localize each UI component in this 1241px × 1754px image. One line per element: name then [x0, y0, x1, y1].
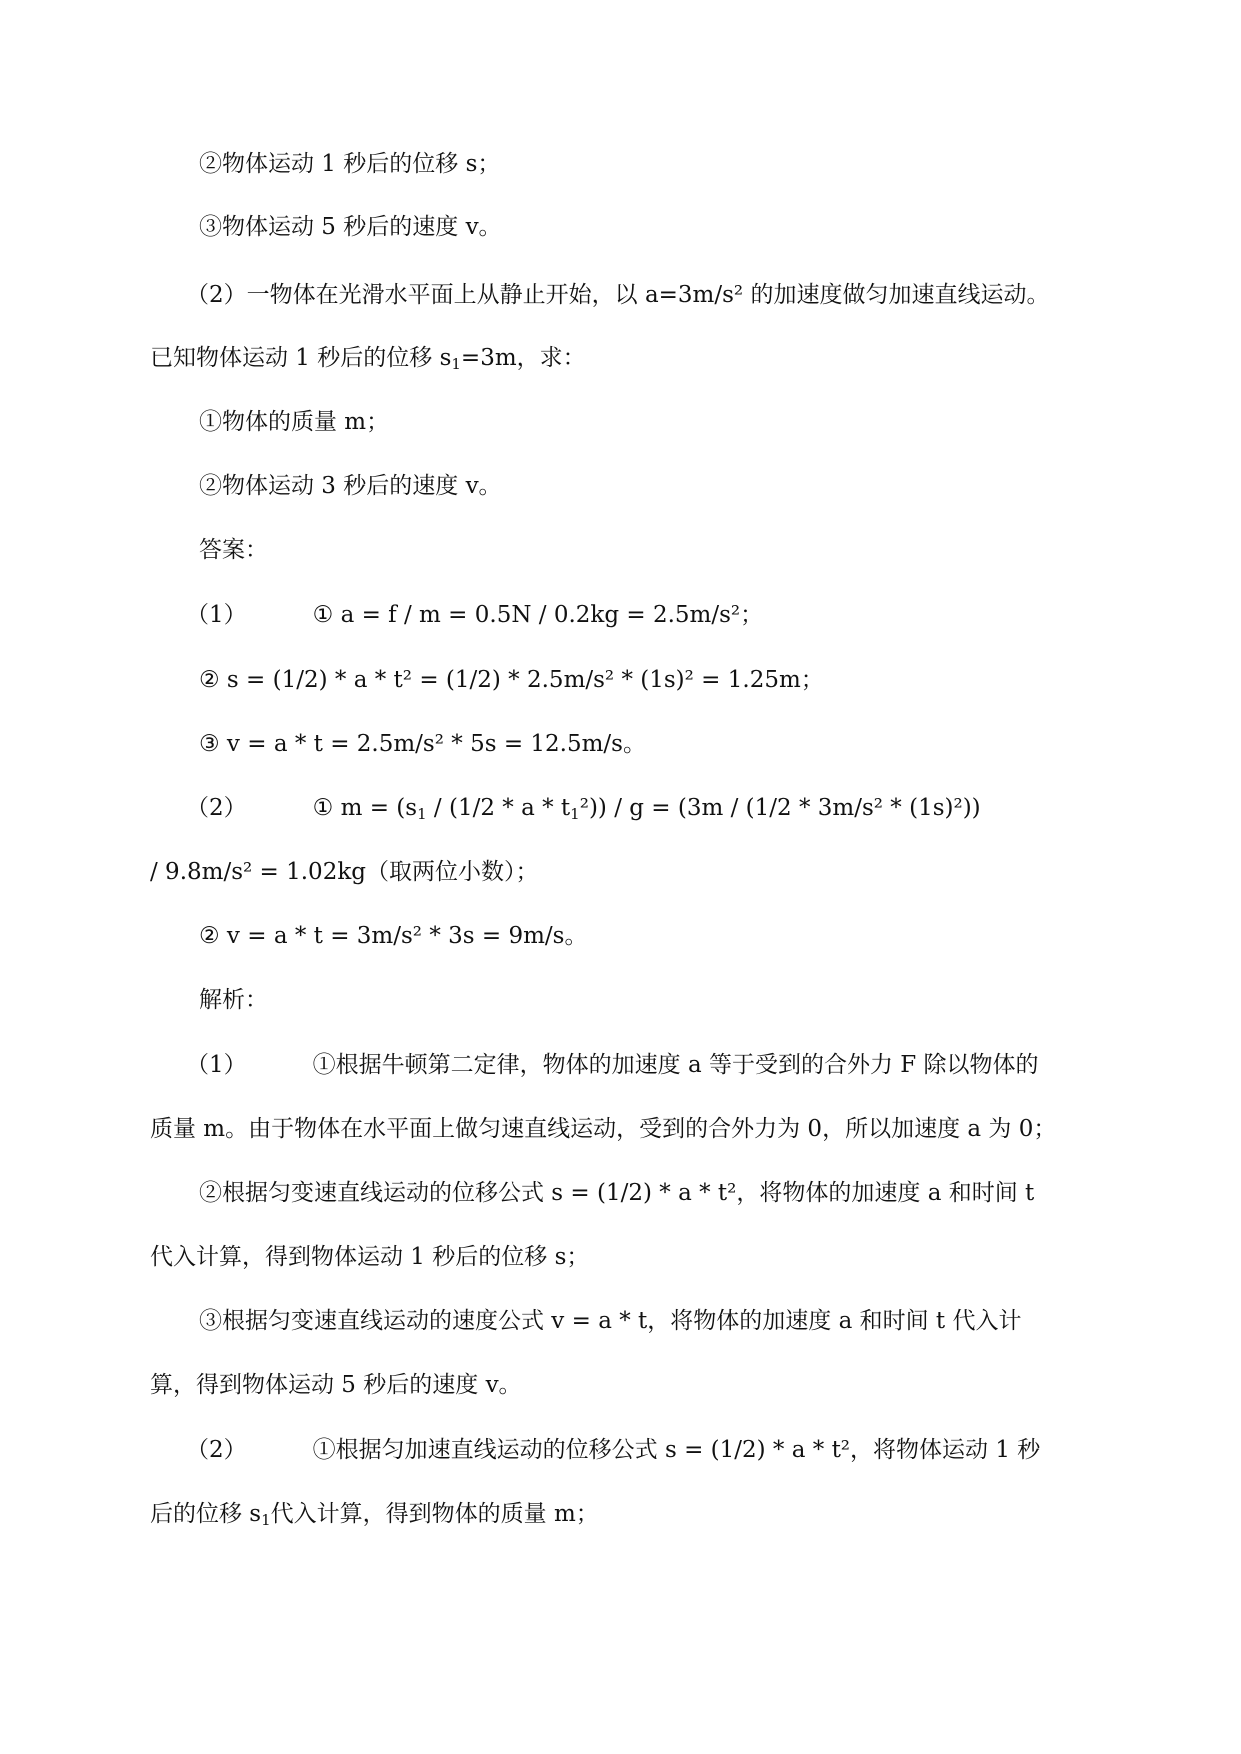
- question-2-part-2: ②物体运动 3 秒后的速度 v。: [199, 473, 502, 499]
- text-segment: 已知物体运动 1 秒后的位移 s: [150, 345, 452, 371]
- subscript: 1: [261, 1511, 271, 1529]
- text-segment: ① a = f / m = 0.5N / 0.2kg = 2.5m/s²；: [312, 602, 764, 628]
- analysis-1-part-3-line-2: 算，得到物体运动 5 秒后的速度 v。: [150, 1372, 522, 1398]
- analysis-2-part-1-line-1: [186, 1435, 1040, 1465]
- text-segment: 代入计算，得到物体的质量 m；: [270, 1501, 599, 1527]
- question-2-stem-line-2: [150, 343, 586, 373]
- subscript: 1: [570, 805, 580, 823]
- analysis-number: （1）: [186, 1052, 247, 1078]
- question-1-part-2: ②物体运动 1 秒后的位移 s；: [199, 151, 501, 177]
- answer-1-part-1: [186, 600, 763, 630]
- answer-1-part-3: ③ v = a * t = 2.5m/s² * 5s = 12.5m/s。: [199, 731, 646, 757]
- answer-number: （1）: [186, 602, 247, 628]
- text-segment: ①根据牛顿第二定律，物体的加速度 a 等于受到的合外力 F 除以物体的: [312, 1052, 1039, 1078]
- text-segment: ① m = (s: [312, 795, 418, 821]
- text-segment: ①根据匀加速直线运动的位移公式 s = (1/2) * a * t²，将物体运动 1 秒: [312, 1437, 1041, 1463]
- analysis-1-part-2-line-1: ②根据匀变速直线运动的位移公式 s = (1/2) * a * t²，将物体的加速度 a 和时间 t: [199, 1180, 1035, 1206]
- analysis-1-part-2-line-2: 代入计算，得到物体运动 1 秒后的位移 s；: [150, 1244, 590, 1270]
- analysis-2-part-1-line-2: [150, 1499, 599, 1529]
- answer-2-part-2: ② v = a * t = 3m/s² * 3s = 9m/s。: [199, 923, 588, 949]
- answer-heading: 答案：: [199, 537, 268, 563]
- answer-2-part-1: [186, 793, 981, 823]
- subscript: 1: [417, 805, 427, 823]
- question-1-part-3: ③物体运动 5 秒后的速度 v。: [199, 214, 502, 240]
- text-segment: 后的位移 s: [150, 1501, 262, 1527]
- analysis-number: （2）: [186, 1437, 247, 1463]
- subscript: 1: [451, 355, 461, 373]
- analysis-1-part-1-line-2: 质量 m。由于物体在水平面上做匀速直线运动，受到的合外力为 0，所以加速度 a 为 0；: [150, 1116, 1057, 1142]
- text-segment: ²)) / g = (3m / (1/2 * 3m/s² * (1s)²)): [579, 795, 981, 821]
- text-segment: / (1/2 * a * t: [426, 795, 571, 821]
- answer-number: （2）: [186, 795, 247, 821]
- answer-1-part-2: ② s = (1/2) * a * t² = (1/2) * 2.5m/s² * (1s)² = 1.25m；: [199, 667, 824, 693]
- question-2-stem-line-1: （2）一物体在光滑水平面上从静止开始，以 a=3m/s² 的加速度做匀加速直线运动。: [186, 282, 1050, 308]
- analysis-heading: 解析：: [199, 987, 268, 1013]
- answer-2-part-1-continued: / 9.8m/s² = 1.02kg（取两位小数）；: [150, 859, 539, 885]
- question-2-part-1: ①物体的质量 m；: [199, 409, 390, 435]
- analysis-1-part-3-line-1: ③根据匀变速直线运动的速度公式 v = a * t，将物体的加速度 a 和时间 t 代入计: [199, 1308, 1022, 1334]
- text-segment: =3m，求：: [460, 345, 586, 371]
- analysis-1-part-1-line-1: [186, 1050, 1039, 1080]
